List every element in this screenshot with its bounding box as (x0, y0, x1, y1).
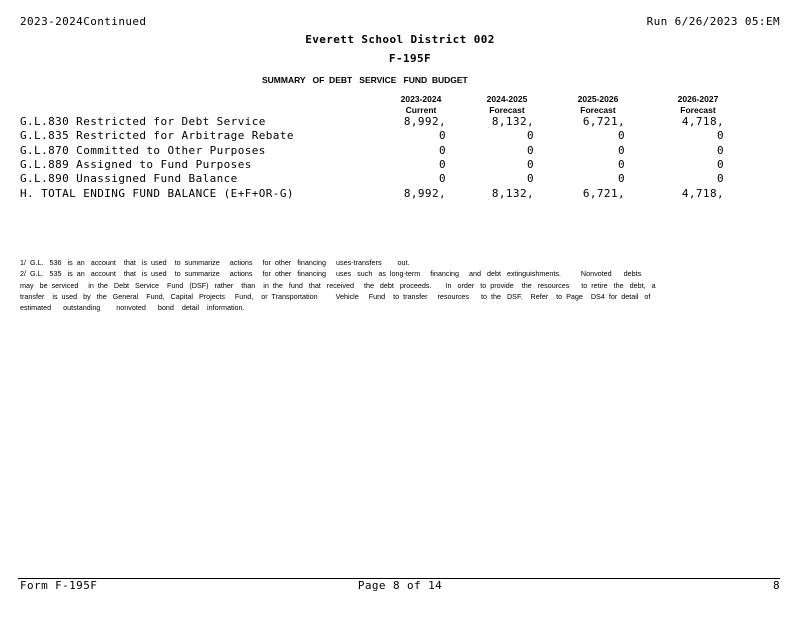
footer-form: Form F-195F (20, 579, 98, 592)
col-year-4: 2026-2027 (677, 94, 719, 104)
row-value: 0 (438, 172, 446, 185)
row-value: 4,718, (681, 115, 724, 128)
col-year-3: 2025-2026 (577, 94, 619, 104)
footnote-2: 2/ G.L. 535 is an account that is used to summarize actions for other financing uses such as long-term financing and debt extinguishments. Nonvoted debts (20, 269, 642, 278)
footnote-2-line-3: transfer is used by the General Fund, Capital Projects Fund, or Transportation Vehicle Fund to transfer resources to the DSF. Refer to Page DS4 for detail of (20, 292, 651, 301)
row-label: G.L.890 Unassigned Fund Balance (20, 172, 238, 185)
row-label: G.L.870 Committed to Other Purposes (20, 144, 266, 157)
row-value: 0 (526, 158, 534, 171)
row-value: 0 (526, 144, 534, 157)
row-value: 0 (617, 158, 625, 171)
col-year-1: 2023-2024 (400, 94, 442, 104)
row-value: 0 (438, 158, 446, 171)
row-value: 0 (438, 144, 446, 157)
form-title: F-195F (388, 52, 432, 65)
col-label-3: Forecast (580, 105, 616, 115)
footer-page-number: 8 (772, 579, 780, 592)
row-value: 0 (716, 172, 724, 185)
footnote-2-line-2: may be serviced in the Debt Service Fund (DSF) rather than in the fund that received the debt proceeds. In order to provide the resources to retire the debt, a (20, 281, 656, 290)
total-row-label: H. TOTAL ENDING FUND BALANCE (E+F+OR-G) (20, 187, 294, 200)
total-row-value: 4,718, (681, 187, 724, 200)
total-row-value: 8,992, (403, 187, 446, 200)
row-label: G.L.889 Assigned to Fund Purposes (20, 158, 252, 171)
row-value: 0 (716, 129, 724, 142)
row-value: 0 (526, 172, 534, 185)
col-year-2: 2024-2025 (486, 94, 528, 104)
row-value: 8,132, (491, 115, 534, 128)
footer-page: Page 8 of 14 (357, 579, 443, 592)
row-value: 8,992, (403, 115, 446, 128)
row-value: 0 (526, 129, 534, 142)
col-label-1: Current (405, 105, 437, 115)
row-value: 0 (617, 129, 625, 142)
col-label-2: Forecast (489, 105, 525, 115)
row-value: 0 (617, 172, 625, 185)
row-value: 0 (716, 144, 724, 157)
row-label: G.L.835 Restricted for Arbitrage Rebate (20, 129, 294, 142)
row-value: 0 (716, 158, 724, 171)
footnote-1: 1/ G.L. 536 is an account that is used to summarize actions for other financing uses-transfers out. (20, 258, 410, 267)
report-period: 2023-2024Continued (20, 15, 147, 28)
district-name: Everett School District 002 (305, 33, 495, 46)
summary-title: SUMMARY OF DEBT SERVICE FUND BUDGET (262, 75, 468, 85)
row-value: 0 (617, 144, 625, 157)
total-row-value: 8,132, (491, 187, 534, 200)
row-value: 0 (438, 129, 446, 142)
run-timestamp: Run 6/26/2023 05:EM (646, 15, 780, 28)
col-label-4: Forecast (680, 105, 716, 115)
total-row-value: 6,721, (582, 187, 625, 200)
footnote-2-line-4: estimated outstanding nonvoted bond detail information. (20, 303, 245, 312)
row-value: 6,721, (582, 115, 625, 128)
row-label: G.L.830 Restricted for Debt Service (20, 115, 266, 128)
